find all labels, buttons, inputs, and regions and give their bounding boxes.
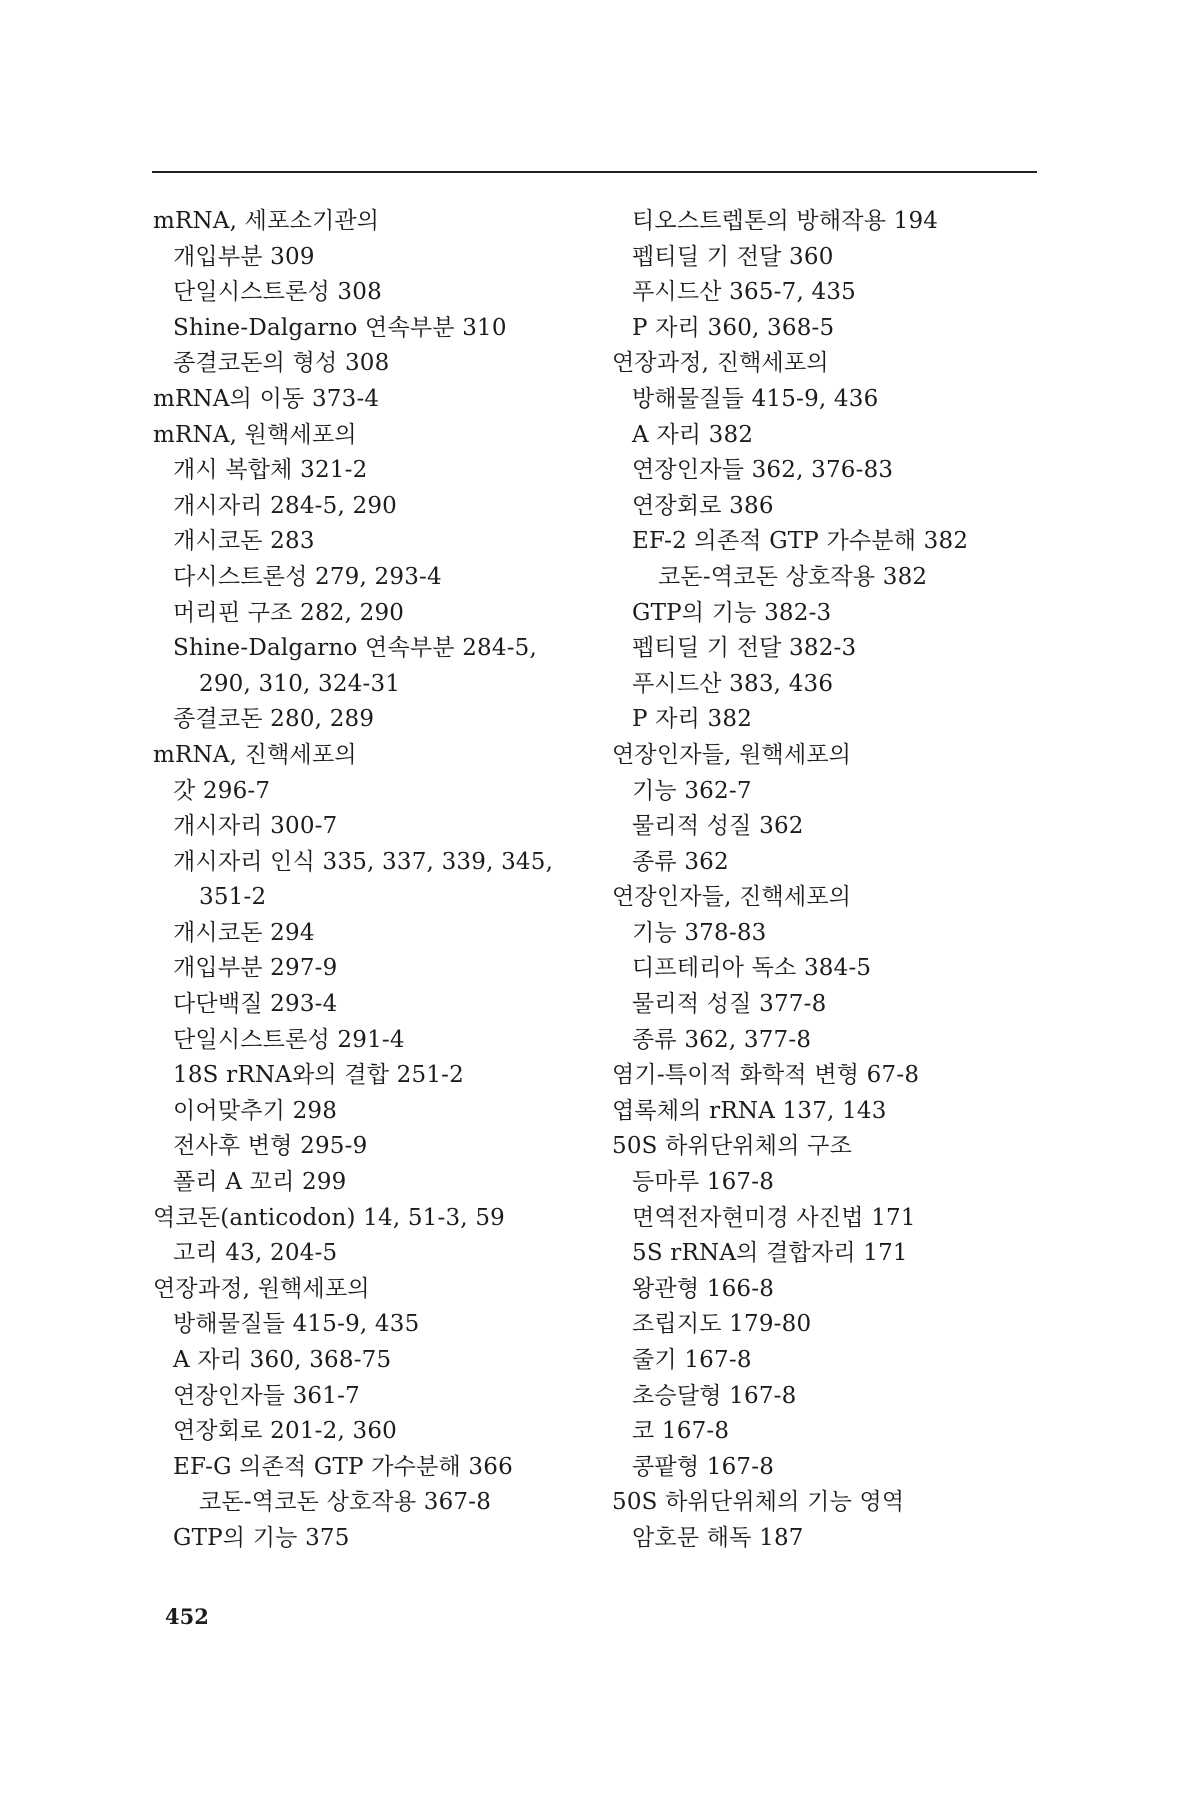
index-entry: 기능 362-7 — [632, 777, 752, 804]
index-entry: 개입부분 309 — [173, 243, 315, 270]
index-entry: 고리 43, 204-5 — [173, 1240, 338, 1267]
index-column-right — [612, 204, 1092, 1557]
index-entry: 종류 362, 377-8 — [632, 1026, 812, 1053]
index-entry: 기능 378-83 — [632, 919, 767, 946]
index-entry: 머리핀 구조 282, 290 — [173, 599, 405, 626]
index-entry: 다단백질 293-4 — [173, 991, 338, 1018]
index-entry: 엽록체의 rRNA 137, 143 — [612, 1097, 887, 1124]
index-entry: 개입부분 297-9 — [173, 955, 338, 982]
index-entry: 연장인자들 361-7 — [173, 1382, 360, 1409]
index-entry: GTP의 기능 382-3 — [632, 599, 832, 626]
index-entry: 방해물질들 415-9, 436 — [632, 385, 879, 412]
index-entry: EF-2 의존적 GTP 가수분해 382 — [632, 528, 969, 555]
index-entry: mRNA, 세포소기관의 — [153, 208, 380, 234]
index-entry: mRNA의 이동 373-4 — [153, 385, 380, 412]
index-entry: 연장과정, 원핵세포의 — [153, 1275, 370, 1302]
index-entry: Shine-Dalgarno 연속부분 284-5, — [173, 635, 538, 662]
header-rule — [152, 171, 1037, 173]
index-entry: 초승달형 167-8 — [632, 1382, 797, 1409]
index-entry: 연장회로 201-2, 360 — [173, 1418, 398, 1445]
index-entry: 개시코돈 283 — [173, 528, 315, 555]
index-entry: GTP의 기능 375 — [173, 1524, 350, 1551]
index-entry: 개시코돈 294 — [173, 919, 315, 946]
index-entry: 50S 하위단위체의 구조 — [612, 1133, 852, 1160]
index-entry: 전사후 변형 295-9 — [173, 1133, 368, 1160]
index-entry: 연장과정, 진핵세포의 — [612, 350, 829, 377]
index-entry: 연장인자들, 원핵세포의 — [612, 741, 852, 768]
index-entry: 갓 296-7 — [173, 777, 271, 804]
index-entry: 콩팥형 167-8 — [632, 1453, 775, 1480]
index-entry: 줄기 167-8 — [632, 1347, 752, 1373]
index-entry: P 자리 360, 368-5 — [632, 314, 835, 341]
index-entry: 연장회로 386 — [632, 492, 774, 519]
index-entry: 면역전자현미경 사진법 171 — [632, 1204, 916, 1231]
index-entry: 290, 310, 324-31 — [199, 670, 401, 697]
index-entry: 연장인자들, 진핵세포의 — [612, 884, 852, 911]
index-entry: 물리적 성질 362 — [632, 813, 804, 840]
index-entry: 조립지도 179-80 — [632, 1311, 812, 1338]
index-entry: 종결코돈의 형성 308 — [173, 350, 390, 377]
index-entry: 개시 복합체 321-2 — [173, 457, 368, 484]
index-entry: 디프테리아 독소 384-5 — [632, 955, 872, 982]
index-entry: 암호문 해독 187 — [632, 1524, 804, 1551]
index-entry: mRNA, 원핵세포의 — [153, 421, 357, 448]
index-entry: 50S 하위단위체의 기능 영역 — [612, 1489, 905, 1516]
index-entry: P 자리 382 — [632, 706, 753, 733]
index-entry: EF-G 의존적 GTP 가수분해 366 — [173, 1453, 513, 1480]
index-entry: 물리적 성질 377-8 — [632, 991, 827, 1018]
index-entry: 푸시드산 383, 436 — [632, 670, 834, 697]
index-entry: 단일시스트론성 308 — [173, 279, 382, 306]
index-entry: Shine-Dalgarno 연속부분 310 — [173, 314, 507, 341]
index-entry: 18S rRNA와의 결합 251-2 — [173, 1062, 464, 1089]
index-entry: 단일시스트론성 291-4 — [173, 1026, 405, 1053]
index-entry: 다시스트론성 279, 293-4 — [173, 563, 442, 590]
index-entry: 개시자리 284-5, 290 — [173, 492, 398, 519]
index-entry: 푸시드산 365-7, 435 — [632, 279, 857, 306]
index-entry: 펩티딜 기 전달 360 — [632, 243, 834, 270]
page-number: 452 — [165, 1604, 209, 1629]
index-entry: 코 167-8 — [632, 1418, 730, 1445]
index-entry: mRNA, 진핵세포의 — [153, 741, 357, 768]
index-entry: 351-2 — [199, 884, 267, 911]
index-entry: 방해물질들 415-9, 435 — [173, 1311, 420, 1338]
index-entry: 티오스트렙톤의 방해작용 194 — [632, 208, 939, 234]
index-entry: 종류 362 — [632, 848, 729, 875]
index-entry: 개시자리 인식 335, 337, 339, 345, — [173, 848, 554, 875]
index-entry: 염기-특이적 화학적 변형 67-8 — [612, 1062, 920, 1089]
index-entry: 펩티딜 기 전달 382-3 — [632, 635, 857, 662]
index-entry: 개시자리 300-7 — [173, 813, 338, 840]
index-entry: 등마루 167-8 — [632, 1169, 775, 1196]
index-entry: A 자리 360, 368-75 — [173, 1347, 392, 1373]
index-entry: 5S rRNA의 결합자리 171 — [632, 1240, 908, 1267]
index-entry: 폴리 A 꼬리 299 — [173, 1169, 347, 1196]
index-entry: 역코돈(anticodon) 14, 51-3, 59 — [153, 1204, 505, 1231]
index-entry: 종결코돈 280, 289 — [173, 706, 375, 733]
index-entry: 왕관형 166-8 — [632, 1275, 775, 1302]
index-entry: 코돈-역코돈 상호작용 367-8 — [199, 1489, 492, 1516]
index-entry: 연장인자들 362, 376-83 — [632, 457, 894, 484]
index-column-left — [153, 204, 633, 1557]
index-entry: 이어맞추기 298 — [173, 1097, 338, 1124]
index-entry: 코돈-역코돈 상호작용 382 — [658, 563, 928, 590]
index-entry: A 자리 382 — [632, 421, 754, 448]
